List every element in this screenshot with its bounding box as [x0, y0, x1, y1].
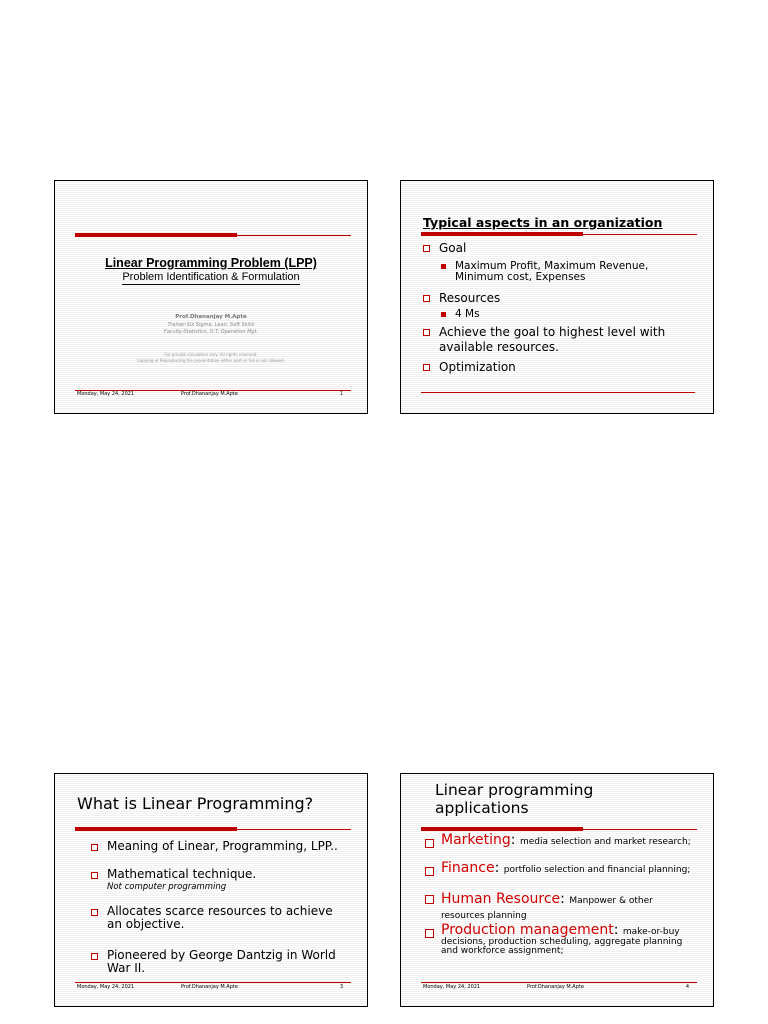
slide-title: Linear programming applications	[435, 781, 594, 817]
footer-date: Monday, May 24, 2021	[77, 391, 135, 397]
sub-bullet-goal	[441, 261, 681, 283]
bullet-text: Meaning of Linear, Programming, LPP..	[107, 839, 338, 853]
slide-title: Linear Programming Problem (LPP)	[105, 256, 317, 270]
slide-2	[400, 180, 714, 414]
footer-author: Prof.Dhananjay M.Apte	[527, 984, 584, 990]
item-separator: :	[613, 922, 623, 938]
bullet-text: Achieve the goal to highest level with available resources.	[439, 325, 666, 354]
bullet-text: Optimization	[439, 360, 516, 374]
copyright-notice-2: Copying or Reproducing the presentation either part or full is not allowed.	[136, 358, 285, 363]
item-text: Manpower & other resources planning	[441, 896, 653, 921]
footer-page-number: 3	[339, 984, 343, 990]
bullet-text: Mathematical technique.	[107, 867, 257, 881]
application-item-marketing	[425, 832, 695, 848]
item-heading: Finance	[441, 860, 495, 876]
application-item-production	[425, 922, 695, 957]
footer-author: Prof.Dhananjay M.Apte	[181, 391, 238, 397]
checkbox-bullet-icon	[425, 839, 434, 848]
sub-bullet-text: 4 Ms	[455, 308, 480, 320]
footer-date: Monday, May 24, 2021	[423, 984, 481, 990]
slide-subtitle-text: Problem Identification & Formulation	[122, 271, 300, 283]
footer-line	[421, 982, 697, 983]
checkbox-bullet-icon	[91, 844, 98, 851]
bullet-note: Not computer programming	[107, 882, 227, 892]
bullet-achieve-goal	[423, 325, 698, 355]
checkbox-bullet-icon	[423, 295, 430, 302]
title-accent-line	[75, 829, 351, 830]
bullet-resources	[423, 291, 698, 306]
application-item-finance	[425, 860, 695, 876]
item-heading: Production management	[441, 922, 614, 938]
bullet-text: Allocates scarce resources to achieve an objective.	[107, 904, 333, 931]
title-accent-line	[75, 235, 351, 236]
slide-footer	[55, 391, 367, 401]
sub-bullet-text: Maximum Profit, Maximum Revenue, Minimum cost, Expenses	[455, 260, 649, 283]
slide-footer	[401, 984, 713, 994]
sub-bullet-resources	[441, 309, 681, 320]
bullet-text: Goal	[439, 241, 467, 255]
item-text: portfolio selection and financial planning;	[503, 865, 691, 875]
footer-author: Prof.Dhananjay M.Apte	[181, 984, 238, 990]
bullet-mathematical	[91, 868, 341, 881]
square-bullet-icon	[441, 312, 446, 317]
footer-page-number: 1	[339, 391, 343, 397]
checkbox-bullet-icon	[91, 953, 98, 960]
bullet-optimization	[423, 360, 698, 375]
item-heading: Marketing	[441, 832, 511, 848]
footer-line	[421, 392, 695, 393]
checkbox-bullet-icon	[425, 895, 434, 904]
slide-4	[400, 773, 714, 1007]
bullet-goal	[423, 241, 698, 256]
bullet-pioneered	[91, 949, 341, 975]
slide-title: Typical aspects in an organization	[423, 215, 663, 230]
bullet-allocates	[91, 905, 341, 931]
item-separator: :	[560, 891, 570, 907]
item-text: make-or-buy decisions, production scheduling, aggregate planning and workforce assignment;	[441, 927, 683, 956]
slide-footer	[55, 984, 367, 994]
footer-line	[75, 982, 351, 983]
slide-1	[54, 180, 368, 414]
checkbox-bullet-icon	[91, 909, 98, 916]
slide-3	[54, 773, 368, 1007]
presenter-role-1: Trainer-Six Sigma, Lean, Soft Skills	[167, 322, 255, 328]
slide-subtitle	[55, 271, 367, 285]
footer-date: Monday, May 24, 2021	[77, 984, 135, 990]
item-separator: :	[494, 860, 504, 876]
bullet-meaning	[91, 840, 341, 853]
item-separator: :	[510, 832, 520, 848]
checkbox-bullet-icon	[423, 364, 430, 371]
title-accent-line	[421, 234, 697, 235]
copyright-notice-1: For private circulation only. All rights reserved.	[164, 352, 258, 357]
presenter-name: Prof.Dhananjay M.Apte	[175, 314, 247, 320]
footer-page-number: 4	[685, 984, 689, 990]
checkbox-bullet-icon	[425, 929, 434, 938]
title-accent-line	[421, 829, 697, 830]
bullet-text: Pioneered by George Dantzig in World War II.	[107, 948, 336, 975]
item-heading: Human Resource	[441, 891, 561, 907]
checkbox-bullet-icon	[423, 329, 430, 336]
bullet-text: Resources	[439, 291, 501, 305]
checkbox-bullet-icon	[423, 245, 430, 252]
checkbox-bullet-icon	[425, 867, 434, 876]
application-item-human-resource	[425, 892, 695, 924]
slide-title: What is Linear Programming?	[77, 794, 314, 813]
checkbox-bullet-icon	[91, 872, 98, 879]
item-text: media selection and market research;	[519, 837, 691, 847]
presenter-role-2: Faculty-Statistics, O.T. Operation Mgt.	[163, 329, 259, 335]
square-bullet-icon	[441, 264, 446, 269]
